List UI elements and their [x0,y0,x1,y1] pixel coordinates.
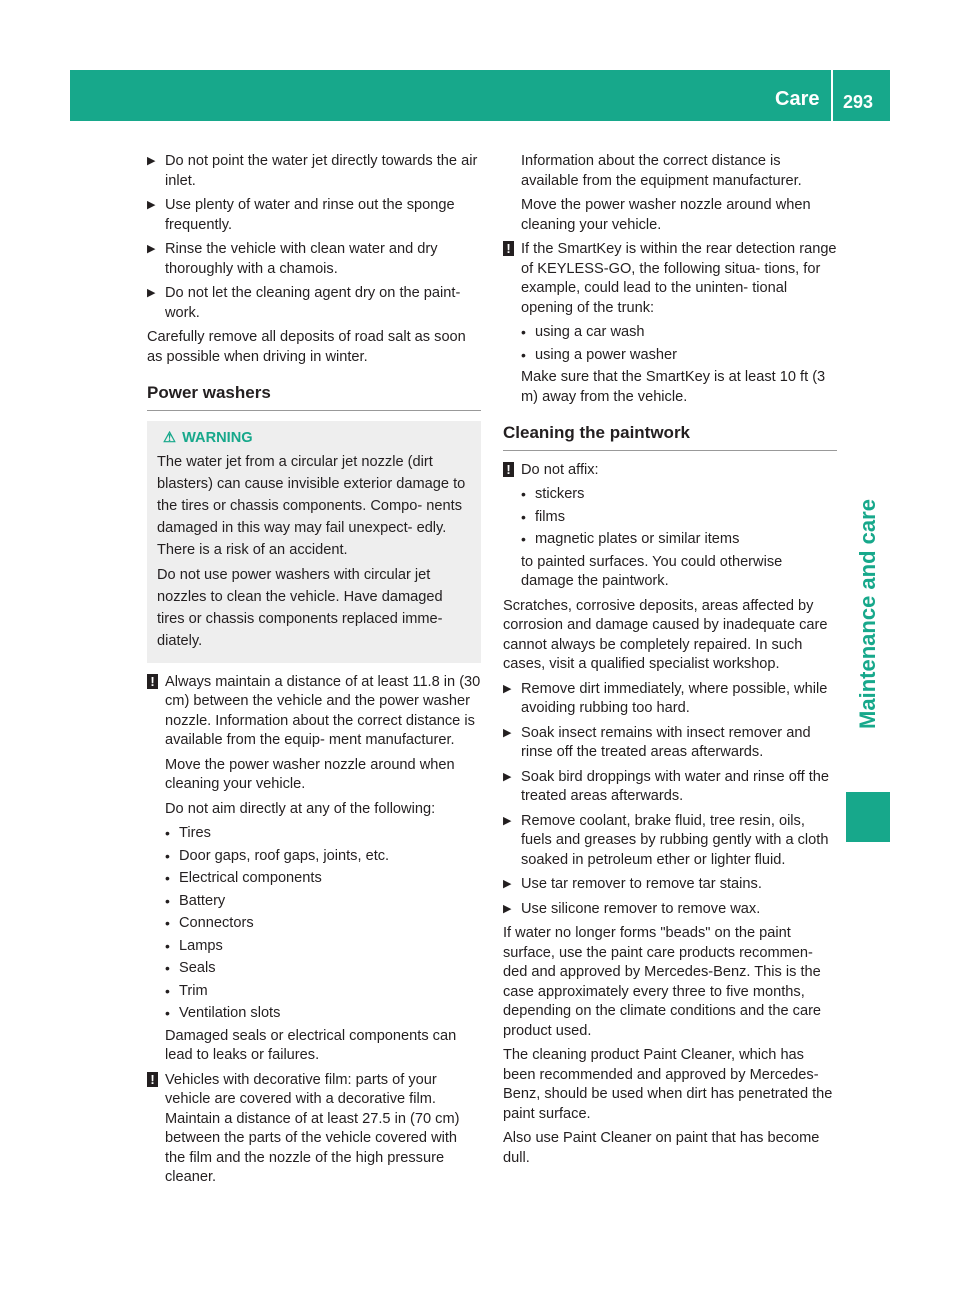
note-paragraph: Damaged seals or electrical components can lead to leaks or failures. [165,1027,457,1063]
paragraph: The cleaning product Paint Cleaner, which has been recommended and approved by Mercedes-Benz, should be used when dirt has penetrated the paint surface. [503,1047,833,1122]
section-title: Care [775,88,820,110]
arrow-icon: ▶ [503,726,512,739]
bullet-icon: • [521,346,526,363]
header-bar [70,70,890,121]
arrow-icon: ▶ [147,243,156,255]
right-column [503,152,837,1173]
bullet-icon: • [165,892,170,909]
bullet-icon: • [165,937,170,954]
list-item: • using a car wash [503,323,837,343]
list-item: • using a power washer [503,346,837,366]
heading-cleaning-paintwork: Cleaning the paintwork [503,423,837,451]
bullet-icon: • [165,982,170,999]
note: ! Do not affix: [503,461,837,481]
instruction-step: ▶ Remove dirt immediately, where possible, while avoiding rubbing too hard. [503,680,828,716]
instruction-step: ▶ Do not let the cleaning agent dry on the paint- work. [147,285,461,321]
warning-triangle-icon: ⚠ [163,429,177,446]
page-number: 293 [843,92,874,112]
note: ! If the SmartKey is within the rear detection range of KEYLESS-GO, the following situa- tions, for example, could lead to the uninten- tional opening of the trunk: [503,240,837,318]
note-paragraph: Move the power washer nozzle around when cleaning your vehicle. [165,756,455,792]
list-item: • Electrical components [147,869,481,889]
list-item: • Lamps [147,937,481,957]
list-item: • magnetic plates or similar items [503,530,837,550]
warning-text: The water jet from a circular jet nozzle (dirt blasters) can cause invisible exterior damage to the tires or chassis components. Compo- nents damaged in this way may fail unexpect- edly. There is a risk of an accident. [157,453,466,558]
header-divider [831,70,833,121]
bullet-icon: • [165,915,170,931]
note-paragraph: Information about the correct distance is available from the equipment manufacturer. [521,153,802,189]
arrow-icon: ▶ [503,902,512,915]
bullet-icon: • [165,960,170,976]
list-item: • Door gaps, roof gaps, joints, etc. [147,847,481,867]
list-item: • Tires [147,824,481,844]
list-item: • Seals [147,959,481,979]
instruction-step: ▶ Remove coolant, brake fluid, tree resin, oils, fuels and greases by rubbing gently with a cloth soaked in petroleum ether or lighter fluid. [503,812,829,868]
bullet-icon: • [521,486,526,502]
left-column [147,152,481,1193]
exclamation-icon: ! [503,241,514,256]
side-marker [846,792,890,842]
list-item: • films [503,508,837,528]
paragraph: Carefully remove all deposits of road salt as soon as possible when driving in winter. [147,329,466,365]
list-item: • Ventilation slots [147,1004,481,1024]
warning-title: ⚠ WARNING [157,427,471,449]
note-paragraph: Make sure that the SmartKey is at least 10 ft (3 m) away from the vehicle. [521,369,826,405]
paragraph: Scratches, corrosive deposits, areas affected by corrosion and damage caused by inadequate care cannot always be completely repaired. In such cases, visit a qualified specialist workshop. [503,597,828,672]
heading-power-washers: Power washers [147,383,481,411]
list-item: • Connectors [147,914,481,934]
list-item: • stickers [503,485,837,505]
list-item: • Battery [147,892,481,912]
arrow-icon: ▶ [147,199,156,211]
list-item: • Trim [147,982,481,1002]
exclamation-icon: ! [147,674,158,689]
warning-text: Do not use power washers with circular jet nozzles to clean the vehicle. Have damaged tires or chassis components replaced imme- diately. [157,566,443,649]
instruction-step: ▶ Rinse the vehicle with clean water and dry thoroughly with a chamois. [147,241,438,277]
note-paragraph: Do not aim directly at any of the following: [165,800,436,817]
note-paragraph: Move the power washer nozzle around when cleaning your vehicle. [521,197,811,233]
warning-box [147,421,481,663]
chapter-side-tab [846,499,890,729]
instruction-step: ▶ Soak bird droppings with water and rinse off the treated areas afterwards. [503,768,830,804]
bullet-icon: • [521,324,526,340]
bullet-icon: • [521,531,526,547]
paragraph: Also use Paint Cleaner on paint that has become dull. [503,1130,820,1166]
arrow-icon: ▶ [147,155,156,167]
exclamation-icon: ! [503,462,514,477]
arrow-icon: ▶ [503,814,512,827]
instruction-step: ▶ Soak insect remains with insect remover and rinse off the treated areas afterwards. [503,724,811,760]
exclamation-icon: ! [147,1072,158,1087]
note-paragraph: to painted surfaces. You could otherwise damage the paintwork. [521,553,783,589]
instruction-step: ▶ Do not point the water jet directly towards the air inlet. [147,153,478,189]
arrow-icon: ▶ [147,287,156,299]
instruction-step: ▶ Use plenty of water and rinse out the sponge frequently. [147,197,455,233]
note: ! Always maintain a distance of at least 11.8 in (30 cm) between the vehicle and the power washer nozzle. Information about the correct distance is available from the equip- ment manufacturer. [147,673,481,751]
arrow-icon: ▶ [503,878,512,890]
instruction-step: ▶ Use tar remover to remove tar stains. [503,875,837,895]
bullet-icon: • [165,825,170,841]
bullet-icon: • [165,847,170,864]
chapter-label: Maintenance and care [855,499,880,729]
instruction-step: ▶ Use silicone remover to remove wax. [503,900,837,920]
paragraph: If water no longer forms "beads" on the paint surface, use the paint care products recommen- ded and approved by Mercedes-Benz. This is the case approximately every three to five months, depending on the climate conditions and the care product used. [503,925,822,1039]
bullet-icon: • [165,870,170,886]
bullet-icon: • [165,1005,170,1021]
arrow-icon: ▶ [503,682,512,695]
bullet-icon: • [521,508,526,525]
arrow-icon: ▶ [503,770,512,783]
note: ! Vehicles with decorative film: parts of your vehicle are covered with a decorative film. Maintain a distance of at least 27.5 in (70 cm) between the parts of the vehicle covered with the film and the nozzle of the high pressure cleaner. [147,1071,481,1188]
